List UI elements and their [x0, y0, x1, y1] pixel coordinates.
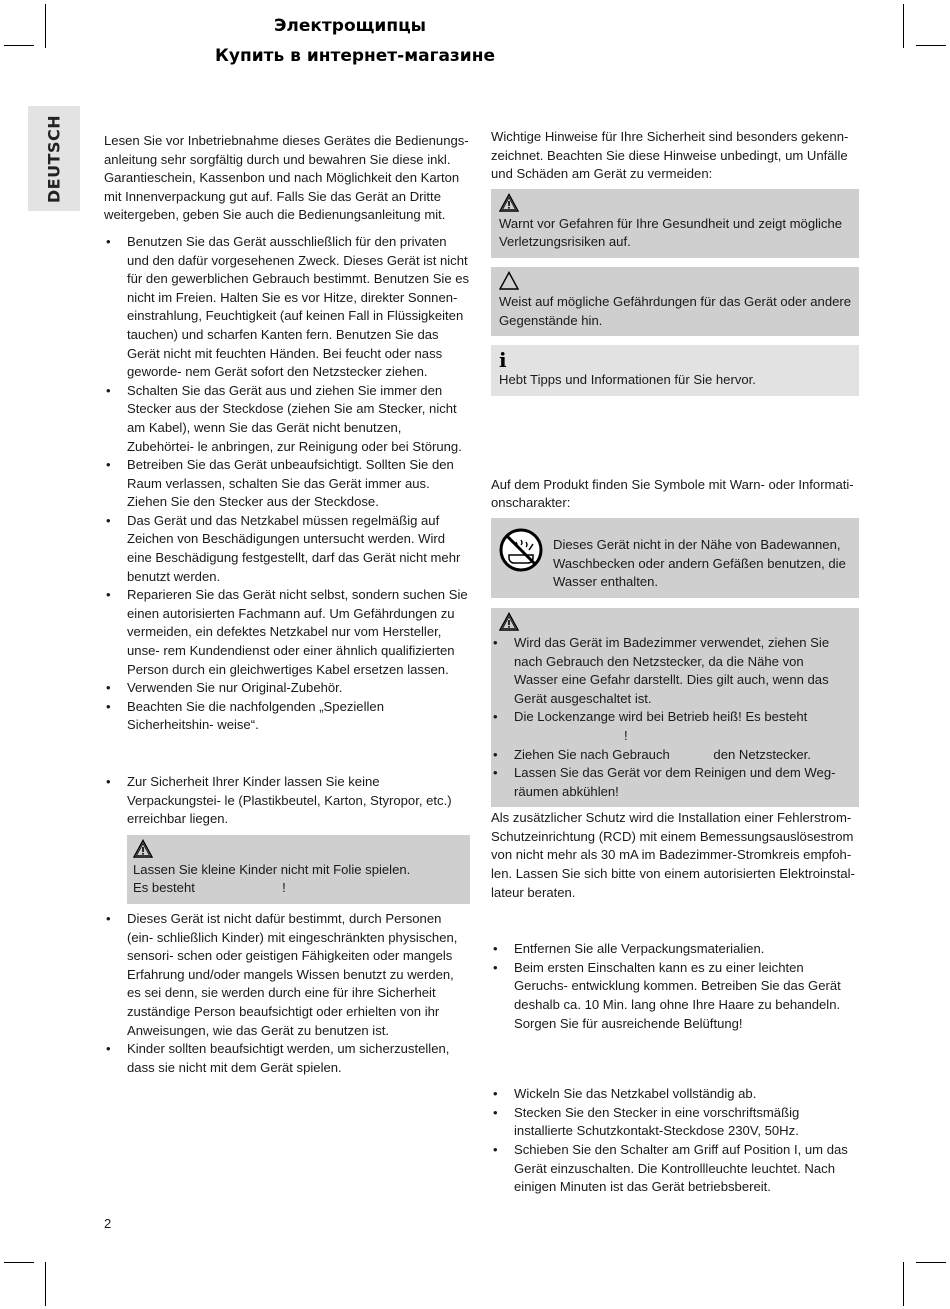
- language-tab: [28, 106, 80, 211]
- crop-mark: [916, 45, 946, 46]
- use-list: [491, 1085, 859, 1197]
- warning-text: Es besteht !: [133, 880, 286, 896]
- bath-warning-list: [491, 634, 849, 801]
- list-item: • Benutzen Sie das Gerät ausschließlich für den privaten und den dafür vorgesehenen Zweck. Dieses Gerät ist nicht für den gewerblichen Gebrauch bestimmt. Benutzen Sie es nicht im Freien. Halten Sie es vor Hitze, direkter Sonnen- einstrahlung, Feuchtigkeit (auf keinen Fall in Flüssigkeiten tauchen) und scharfen Kanten fern. Benutzen Sie das Gerät nicht mit feuchten Händen. Bei feucht oder nass geworde- nem Gerät sofort den Netzstecker ziehen.: [104, 233, 470, 382]
- crop-mark: [4, 1262, 34, 1263]
- list-item: • Wird das Gerät im Badezimmer verwendet, ziehen Sie nach Gebrauch den Netzstecker, da die Nähe von Wasser eine Gefahr darstellt. Dies gilt auch, wenn das Gerät ausgeschaltet ist.: [491, 634, 849, 708]
- list-item: • Reparieren Sie das Gerät nicht selbst, sondern suchen Sie einen autorisierten Fachmann auf. Um Gefährdungen zu vermeiden, ein defektes Netzkabel nur vom Hersteller, unse- rem Kundendienst oder einer ähnlich qualifizierten Person durch ein gleichwertiges Kabel ersetzen lassen.: [104, 586, 470, 679]
- warning-triangle-icon: [499, 193, 519, 213]
- list-item: [491, 708, 849, 745]
- no-water-bath-icon: [499, 528, 543, 572]
- list-item: • Kinder sollten beaufsichtigt werden, um sicherzustellen, dass sie nicht mit dem Gerät spielen.: [104, 1040, 470, 1077]
- symbols-intro: Auf dem Produkt finden Sie Symbole mit Warn- oder Informati- onscharakter:: [491, 476, 854, 511]
- page-number: 2: [104, 1216, 112, 1231]
- left-column: [104, 132, 470, 1077]
- children-list: [104, 773, 470, 829]
- caution-triangle-icon: [499, 271, 519, 291]
- list-item: • Verwenden Sie nur Original-Zubehör.: [104, 679, 470, 698]
- crop-mark: [45, 4, 46, 48]
- list-item-text: !: [624, 727, 628, 743]
- info-icon: i: [499, 348, 507, 373]
- crop-mark: [4, 45, 34, 46]
- list-item: • Beachten Sie die nachfolgenden „Speziellen Sicherheitshin- weise“.: [104, 698, 470, 735]
- list-item: • Beim ersten Einschalten kann es zu einer leichten Geruchs- entwicklung kommen. Betreiben Sie das Gerät deshalb ca. 10 Min. lang ohne Ihre Haare zu behandeln. Sorgen Sie für ausreichende Belüftung!: [491, 959, 859, 1033]
- list-item: • Stecken Sie den Stecker in eine vorschriftsmäßig installierte Schutzkontakt-Steckdose 230V, 50Hz.: [491, 1104, 859, 1141]
- caution-legend-box: [491, 267, 859, 336]
- warning-box: [127, 835, 470, 904]
- list-item: • Zur Sicherheit Ihrer Kinder lassen Sie keine Verpackungstei- le (Plastikbeutel, Karton, Styropor, etc.) erreichbar liegen.: [104, 773, 470, 829]
- warning-legend-box: [491, 189, 859, 258]
- list-item: • Dieses Gerät ist nicht dafür bestimmt, durch Personen (ein- schließlich Kinder) mit eingeschränkten physischen, sensori- schen oder geistigen Fähigkeiten oder mangels Erfahrung und/oder mangels Wissen benutzt zu werden, es sei denn, sie werden durch eine für ihre Sicherheit zuständige Person beaufsichtigt oder erhielten von ihr Anweisungen, wie das Gerät zu benutzen ist.: [104, 910, 470, 1040]
- page-subtitle: Купить в интернет-магазине: [214, 46, 495, 66]
- bath-warning-box: [491, 608, 859, 807]
- info-legend-text: Hebt Tipps und Informationen für Sie hervor.: [499, 372, 756, 388]
- notes-intro: Wichtige Hinweise für Ihre Sicherheit sind besonders gekenn- zeichnet. Beachten Sie diese Hinweise unbedingt, um Unfälle und Schäden am Gerät zu vermeiden:: [491, 129, 849, 182]
- page-title: Электрощипцы: [273, 16, 427, 36]
- rcd-paragraph: Als zusätzlicher Schutz wird die Installation einer Fehlerstrom- Schutzeinrichtung (RCD) mit einem Bemessungsauslösestrom von nicht mehr als 30 mA im Badezimmer-Stromkreis empfoh- len. Lassen Sie sich bitte von einem autorisierten Elektroinstal- lateur beraten.: [491, 810, 855, 900]
- safety-list: [104, 233, 470, 735]
- list-item: • Ziehen Sie nach Gebrauch den Netzstecker.: [491, 746, 849, 765]
- list-item: • Lassen Sie das Gerät vor dem Reinigen und dem Weg- räumen abkühlen!: [491, 764, 849, 801]
- right-column: [491, 128, 859, 1197]
- warning-triangle-icon: [499, 612, 519, 632]
- list-item: • Schieben Sie den Schalter am Griff auf Position I, um das Gerät einzuschalten. Die Kontrollleuchte leuchtet. Nach einigen Minuten ist das Gerät betriebsbereit.: [491, 1141, 859, 1197]
- warning-legend-text: Warnt vor Gefahren für Ihre Gesundheit und zeigt mögliche Verletzungsrisiken auf.: [499, 215, 843, 250]
- list-item: • Schalten Sie das Gerät aus und ziehen Sie immer den Stecker aus der Steckdose (ziehen Sie am Stecker, nicht am Kabel), wenn Sie das Gerät nicht benutzen, Zubehörtei- le anbringen, zur Reinigung oder bei Störung.: [104, 382, 470, 456]
- caution-legend-text: Weist auf mögliche Gefährdungen für das Gerät oder andere Gegenstände hin.: [499, 293, 852, 328]
- info-legend-box: [491, 345, 859, 396]
- list-item: • Wickeln Sie das Netzkabel vollständig ab.: [491, 1085, 859, 1104]
- crop-mark: [45, 1262, 46, 1306]
- list-item-text: Die Lockenzange wird bei Betrieb heiß! Es besteht: [514, 709, 808, 725]
- symbol-box: [491, 518, 859, 598]
- crop-mark: [916, 1262, 946, 1263]
- language-tab-label: DEUTSCH: [44, 114, 64, 203]
- warning-triangle-icon: [133, 839, 153, 859]
- list-item: • Das Gerät und das Netzkabel müssen regelmäßig auf Zeichen von Beschädigungen untersucht werden. Wird eine Beschädigung festgestellt, darf das Gerät nicht mehr benutzt werden.: [104, 512, 470, 586]
- symbol-text: Dieses Gerät nicht in der Nähe von Badewannen, Waschbecken oder andern Gefäßen benutzen, die Wasser enthalten.: [553, 536, 846, 590]
- crop-mark: [903, 4, 904, 48]
- intro-paragraph: Lesen Sie vor Inbetriebnahme dieses Gerätes die Bedienungs- anleitung sehr sorgfältig durch und bewahren Sie diese inkl. Garantieschein, Kassenbon und nach Möglichkeit den Karton mit Innenverpackung gut auf. Falls Sie das Gerät an Dritte weitergeben, geben Sie auch die Bedienungsanleitung mit.: [104, 133, 469, 223]
- list-item: • Betreiben Sie das Gerät unbeaufsichtigt. Sollten Sie den Raum verlassen, schalten Sie das Gerät immer aus. Ziehen Sie den Stecker aus der Steckdose.: [104, 456, 470, 512]
- first-use-list: [491, 940, 859, 1033]
- list-item: • Entfernen Sie alle Verpackungsmaterialien.: [491, 940, 859, 959]
- persons-list: [104, 910, 470, 1077]
- warning-text: Lassen Sie kleine Kinder nicht mit Folie spielen.: [133, 861, 411, 877]
- crop-mark: [903, 1262, 904, 1306]
